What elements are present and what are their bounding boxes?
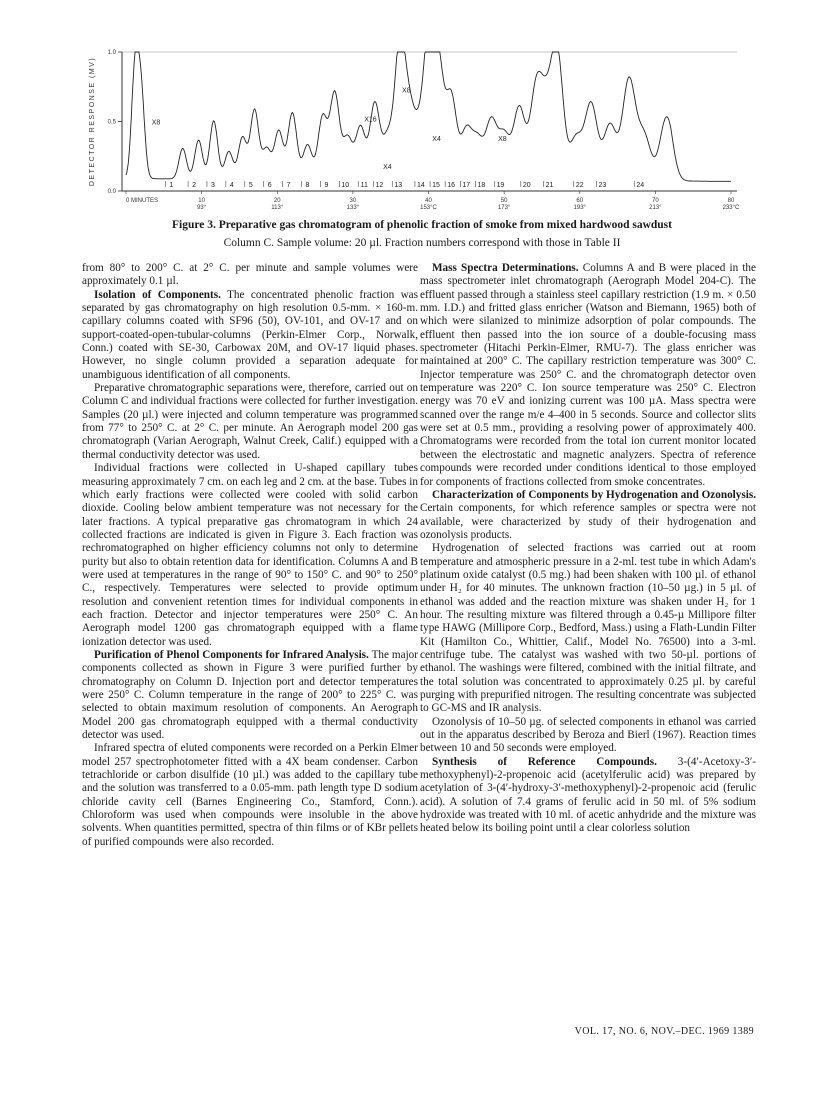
fraction-number-label: 5 — [248, 182, 253, 189]
page-footer: VOL. 17, NO. 6, NOV.–DEC. 1969 1389 — [574, 1026, 754, 1037]
section-heading: Isolation of Components. — [94, 288, 221, 301]
fraction-number-label: 19 — [496, 182, 505, 189]
attenuation-label: X8 — [498, 135, 507, 143]
figure-number: Figure 3. — [171, 219, 216, 231]
fraction-number-label: 17 — [462, 182, 471, 189]
figure-title: Preparative gas chromatogram of phenolic fraction of smoke from mixed hardwood sawdust — [218, 219, 672, 231]
fraction-number-label: 7 — [286, 182, 291, 189]
x-tick-label-temp: 153°C — [420, 205, 437, 211]
paragraph-text: Columns A and B were placed in the mass spectrometer inlet chromatograph (Aerograph Model 204-C). The effluent passed through a stainless steel capillary restriction (1.9 m. × 0.50 mm. I.D.) and fritted glass enricher (Watson and Biemann, 1965) both of which were silanized to minimize adsorption of polar compounds. The effluent then passed into the ion source of a double-focusing mass spectrometer (Hitachi Perkin-Elmer, RMU-7). The glass enricher was maintained at 200° C. The capillary restriction temperature was 300° C. Injector temperature was 250° C. and the chromatograph detector oven temperature was 220° C. Ion source temperature was 250° C. Electron energy was 70 eV and ionizing current was 100 µA. Mass spectra were scanned over the range m/e 4–400 in 5 seconds. Source and collector slits were set at 0.5 mm., providing a resolving power of approximately 400. Chromatograms were recorded from the total ion current monitor located between the electrostatic and magnetic analyzers. Spectra of reference compounds were recorded under conditions identical to those employed for components of fractions collected from smoke concentrates. — [420, 262, 756, 488]
section-heading: Synthesis of Reference Compounds. — [432, 755, 657, 768]
x-tick-label-temp: 173° — [497, 205, 511, 211]
section-heading: Mass Spectra Determinations. — [432, 262, 579, 274]
y-tick-label: 0.0 — [107, 189, 116, 195]
paragraph — [82, 462, 418, 649]
fraction-number-label: 18 — [477, 182, 486, 189]
paragraph — [82, 742, 418, 849]
figure-subtitle: Column C. Sample volume: 20 µl. Fraction numbers correspond with those in Table II — [223, 237, 621, 249]
paragraph — [82, 382, 418, 462]
x-tick-label-time: 20 — [273, 198, 281, 204]
y-tick-label: 0.5 — [107, 119, 116, 126]
fraction-number-label: 13 — [394, 182, 403, 189]
x-tick-label-temp: 233°C — [722, 205, 740, 211]
fraction-number-label: 4 — [229, 182, 234, 189]
attenuation-label: X4 — [383, 163, 392, 171]
x-tick-label-time: 60 — [576, 198, 584, 204]
paragraph-text: Infrared spectra of eluted components were recorded on a Perkin Elmer model 257 spectrophotometer fitted with a 4X beam condenser. Carbon tetrachloride or carbon disulfide (10 µl.) was added to the capillary tube and the solution was transferred to a 0.05-mm. path length type D sodium chloride cavity cell (Barnes Engineering Co., Stamford, Conn.). Chloroform was used when compounds were insoluble in the above solvents. When quantities permitted, spectra of thin films or of KBr pellets of purified compounds were also recorded. — [82, 742, 418, 848]
fraction-number-label: 14 — [417, 182, 425, 189]
paragraph — [82, 649, 418, 742]
paragraph-text: The concentrated phenolic fraction was separated by gas chromatography on high resolution 0.5-mm. × 160-m. capillary columns coated with SF96 (50), OV-101, and OV-17 and on support-coated-open-tubular-columns (Perkin-Elmer Corp., Norwalk, Conn.) coated with SE-30, Carbowax 20M, and OV-17 liquid phases. However, no single column provided a separation adequate for unambiguous identification of all components. — [82, 288, 418, 381]
attenuation-label: X8 — [151, 119, 161, 127]
left-text-column — [82, 262, 418, 849]
paragraph-text: Ozonolysis of 10–50 µg. of selected components in ethanol was carried out in the apparatus described by Beroza and Bierl (1967). Reaction times between 10 and 50 seconds were employed. — [420, 715, 756, 755]
fraction-number-label: 8 — [305, 182, 310, 189]
x-tick-label-time: 10 — [198, 198, 205, 204]
x-tick-label-temp: 133° — [346, 205, 360, 211]
attenuation-label: X8 — [402, 87, 411, 95]
paragraph — [82, 289, 418, 382]
section-heading: Purification of Phenol Components for Infrared Analysis. — [94, 648, 369, 661]
x-tick-label-temp: 113° — [271, 205, 284, 211]
fraction-number-label: 10 — [341, 182, 350, 189]
paragraph-text: Individual fractions were collected in U-shaped capillary tubes measuring approximately 7 cm. on each leg and 2 cm. at the base. Tubes in which early fractions were collected were cooled with solid carbon dioxide. Cooling below ambient temperature was not necessary for the later fractions. A typical preparative gas chromatogram in which 24 collected fractions are indicated is given in Figure 3. Each fraction was rechromatographed on higher efficiency columns not only to determine purity but also to obtain retention data for identification. Columns A and B were used at temperatures in the range of 90° to 150° C. and 90° to 250° C., respectively. Temperatures were selected to provide optimum resolution and convenient retention times for individual components in each fraction. Detector and injector temperatures were 250° C. An Aerograph model 1200 gas chromatograph equipped with a flame ionization detector was used. — [82, 462, 418, 648]
fraction-number-label: 24 — [636, 182, 645, 189]
paragraph-text: Preparative chromatographic separations were, therefore, carried out on Column C and individual fractions were collected for further investigation. Samples (20 µl.) were injected and column temperature was programmed from 77° to 250° C. at 2° C. per minute. An Aerograph model 200 gas chromatograph (Varian Aerograph, Walnut Creek, Calif.) equipped with a thermal conductivity detector was used. — [82, 382, 418, 461]
paragraph — [420, 262, 756, 489]
figure-caption — [82, 218, 762, 250]
paragraph-text: from 80° to 200° C. at 2° C. per minute and sample volumes were approximately 0.1 µl. — [82, 262, 418, 288]
fraction-number-label: 16 — [447, 182, 456, 189]
fraction-number-label: 20 — [522, 182, 531, 189]
fraction-number-label: 23 — [598, 182, 607, 189]
y-tick-label: 1.0 — [107, 50, 116, 56]
paragraph-text: Certain components, for which reference samples or spectra were not available, were characterized by study of their hydrogenation and ozonolysis products. — [420, 502, 756, 541]
y-axis-label: DETECTOR RESPONSE (MV) — [89, 56, 96, 187]
attenuation-label: X16 — [364, 116, 377, 124]
fraction-number-label: 12 — [375, 182, 384, 189]
x-tick-label-time: 30 — [349, 198, 357, 204]
section-heading: Characterization of Components by Hydrogenation and Ozonolysis. — [432, 488, 756, 501]
chromatogram-trace — [126, 52, 731, 181]
paragraph-text: The major components collected as shown in Figure 3 were purified further by chromatography on Column D. Injection port and detector temperatures were 250° C. Column temperature in the range of 200° to 225° C. was selected to obtain maximum resolution of components. An Aerograph Model 200 gas chromatograph equipped with a thermal conductivity detector was used. — [82, 648, 419, 742]
fraction-number-label: 11 — [360, 182, 368, 189]
paragraph — [420, 542, 756, 715]
paragraph — [420, 716, 756, 756]
x-tick-label-time: 80 — [727, 198, 735, 204]
attenuation-label: X4 — [432, 135, 441, 143]
x-tick-label-temp: 193° — [573, 205, 586, 211]
fraction-number-label: 6 — [267, 182, 272, 189]
x-tick-label-time: 0 MINUTES — [126, 198, 159, 204]
fraction-number-label: 3 — [211, 182, 215, 189]
chromatogram-plot — [82, 40, 762, 218]
x-tick-label-time: 40 — [425, 198, 432, 204]
right-text-column — [420, 262, 756, 836]
paragraph — [420, 756, 756, 836]
x-tick-label-time: 50 — [500, 198, 508, 204]
x-tick-label-temp: 93° — [197, 205, 207, 211]
paragraph — [82, 262, 418, 289]
fraction-number-label: 15 — [432, 182, 440, 189]
paragraph-text: 3-(4′-Acetoxy-3′-methoxyphenyl)-2-propenoic acid (acetylferulic acid) was prepared by acetylation of 3-(4′-hydroxy-3′-methoxyphenyl)-2-propenoic acid (ferulic acid). A solution of 7.4 grams of ferulic acid in 50 ml. of 5% sodium hydroxide was treated with 10 ml. of acetic anhydride and the mixture was heated below its boiling point until a clear colorless solution — [420, 755, 756, 835]
paragraph — [420, 489, 756, 542]
fraction-number-label: 2 — [192, 182, 197, 189]
fraction-number-label: 9 — [324, 182, 329, 189]
fraction-number-label: 21 — [545, 182, 554, 189]
fraction-number-label: 1 — [169, 182, 174, 189]
paragraph-text: Hydrogenation of selected fractions was carried out at room temperature and atmospheric pressure in a 2-ml. test tube in which Adam's platinum oxide catalyst (0.5 mg.) had been shaken with 100 µl. of ethanol under H₂ for 40 minutes. The unknown fraction (10–50 µg.) in 5 µl. of ethanol was added and the reaction mixture was shaken under H₂ for 1 hour. The resulting mixture was filtered through a 0.45-µ Millipore filter type HAWG (Millipore Corp., Bedford, Mass.) using a Flath-Lundin Filter Kit (Hamilton Co., Whittier, Calif., Model No. 76500) into a 3-ml. centrifuge tube. The catalyst was washed with two 50-µl. portions of ethanol. The washings were filtered, combined with the initial filtrate, and the total solution was concentrated to approximately 0.25 µl. by careful purging with prepurified nitrogen. The resulting concentrate was subjected to GC-MS and IR analysis. — [420, 542, 756, 715]
x-tick-label-time: 70 — [652, 198, 659, 204]
fraction-number-label: 22 — [575, 182, 584, 189]
x-tick-label-temp: 213° — [649, 205, 662, 211]
